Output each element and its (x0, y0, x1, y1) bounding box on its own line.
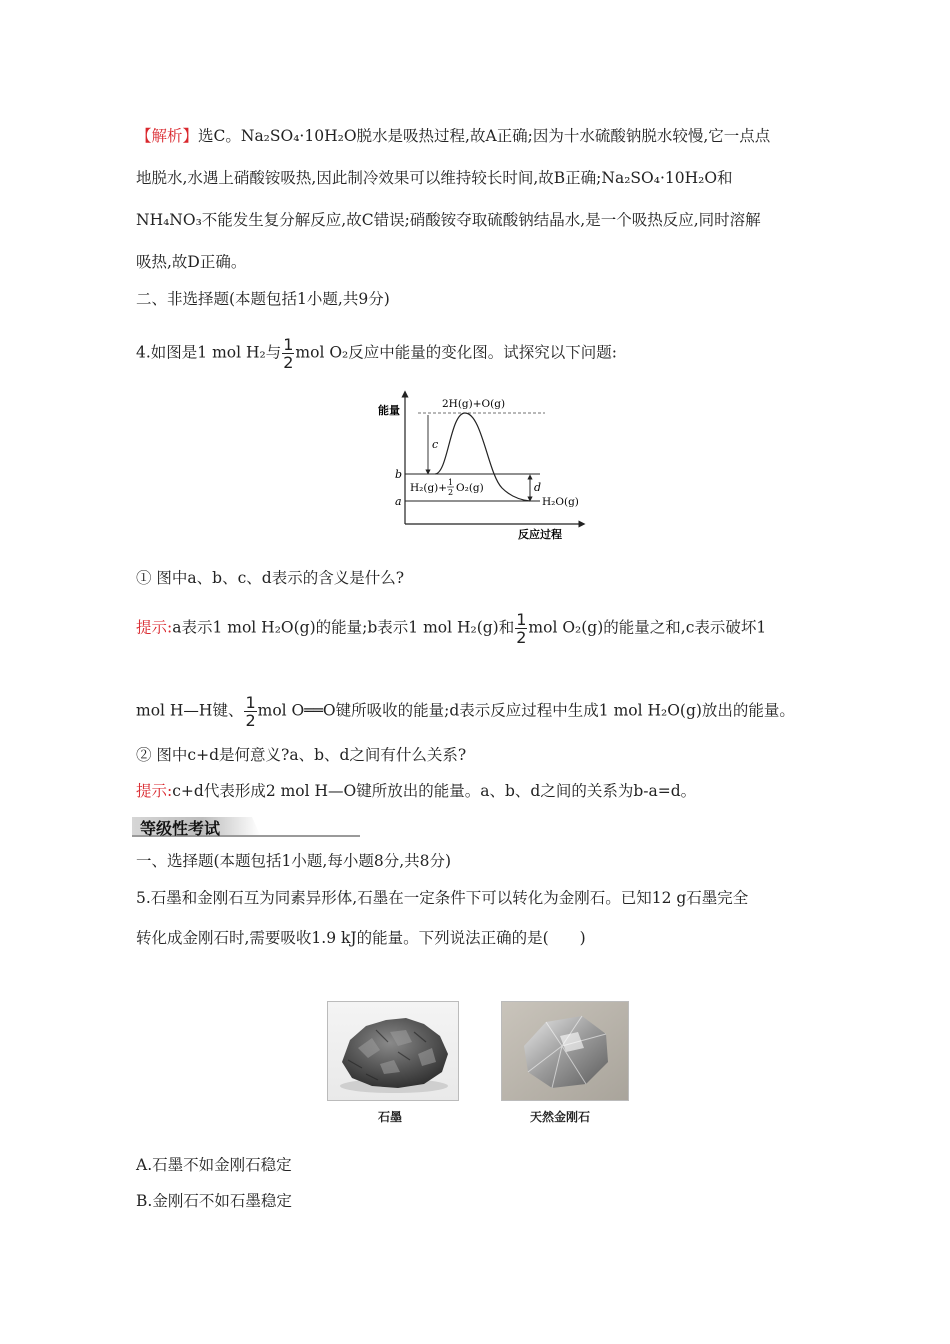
q4-stem-before: 4.如图是1 mol H₂与 (136, 343, 282, 362)
analysis-tag: 【解析】 (136, 127, 199, 145)
section-banner (132, 815, 360, 839)
analysis-line-4: 吸热,故D正确。 (136, 253, 247, 271)
arrow-c-label: c (432, 438, 439, 451)
sub1-hint-line2-b: mol O══O键所吸收的能量;d表示反应过程中生成1 mol H₂O(g)放出的能量。 (257, 701, 795, 720)
sub1-hint-line2-a: mol H—H键、 (136, 701, 244, 720)
sub1-hint-part2: mol O₂(g)的能量之和,c表示破坏1 (528, 618, 767, 637)
product-label: H₂O(g) (542, 496, 579, 508)
sub1-hint-part1: a表示1 mol H₂O(g)的能量;b表示1 mol H₂(g)和 (172, 618, 515, 637)
level-a-label: a (395, 495, 402, 508)
diamond-caption: 天然金刚石 (530, 1110, 591, 1124)
sub1-fraction-1: $\frac{1}{2}$ (516, 610, 527, 647)
reactant-label-a: H₂(g)+ (410, 482, 448, 494)
q4-stem-after: mol O₂反应中能量的变化图。试探究以下问题: (295, 343, 617, 362)
y-axis-label: 能量 (378, 404, 400, 417)
energy-diagram (370, 388, 590, 548)
analysis-text-1: 选C。Na₂SO₄·10H₂O脱水是吸热过程,故A正确;因为十水硫酸钠脱水较慢,它一点点 (198, 127, 771, 145)
banner-label: 等级性考试 (140, 819, 221, 838)
sub2-hint (136, 779, 696, 803)
reactant-frac-den: 2 (448, 488, 454, 497)
analysis-line-1 (136, 124, 770, 148)
graphite-photo (327, 1001, 459, 1101)
graphite-caption: 石墨 (378, 1110, 403, 1124)
sub1-hint-line-2 (136, 694, 795, 729)
q4-fraction: $\frac{1}{2}$ (283, 335, 294, 372)
reactant-frac-num: 1 (448, 478, 454, 487)
q5-line-1: 5.石墨和金刚石互为同素异形体,石墨在一定条件下可以转化为金刚石。已知12 g石墨完全 (136, 889, 749, 907)
sub1-question: ① 图中a、b、c、d表示的含义是什么? (136, 569, 405, 587)
section2-heading: 二、非选择题(本题包括1小题,共9分) (136, 290, 390, 308)
sub2-question: ② 图中c+d是何意义?a、b、d之间有什么关系? (136, 746, 467, 764)
option-a: A.石墨不如金刚石稳定 (136, 1156, 292, 1174)
x-axis-label: 反应过程 (518, 528, 562, 541)
sub1-hint-tag: 提示: (136, 618, 173, 637)
graphite-rock-image (328, 1002, 458, 1100)
q4-stem (136, 336, 617, 371)
q5-line-2: 转化成金刚石时,需要吸收1.9 kJ的能量。下列说法正确的是( ) (136, 929, 586, 947)
diamond-crystal-image (502, 1002, 628, 1100)
section1-heading: 一、选择题(本题包括1小题,每小题8分,共8分) (136, 852, 452, 870)
analysis-line-3: NH₄NO₃不能发生复分解反应,故C错误;硝酸铵夺取硫酸钠结晶水,是一个吸热反应,同时溶解 (136, 211, 761, 229)
sub1-fraction-2: $\frac{1}{2}$ (245, 693, 256, 730)
analysis-line-2: 地脱水,水遇上硝酸铵吸热,因此制冷效果可以维持较长时间,故B正确;Na₂SO₄·10H₂O和 (136, 169, 733, 187)
peak-label: 2H(g)+O(g) (442, 398, 506, 410)
sub2-hint-tag: 提示: (136, 782, 173, 800)
diamond-photo (501, 1001, 629, 1101)
sub1-hint-line-1 (136, 611, 766, 646)
arrow-d-label: d (534, 481, 542, 494)
reactant-label-b: O₂(g) (456, 482, 484, 494)
level-b-label: b (395, 468, 403, 481)
option-b: B.金刚石不如石墨稳定 (136, 1192, 292, 1210)
sub2-hint-text: c+d代表形成2 mol H—O键所放出的能量。a、b、d之间的关系为b-a=d。 (172, 782, 697, 800)
